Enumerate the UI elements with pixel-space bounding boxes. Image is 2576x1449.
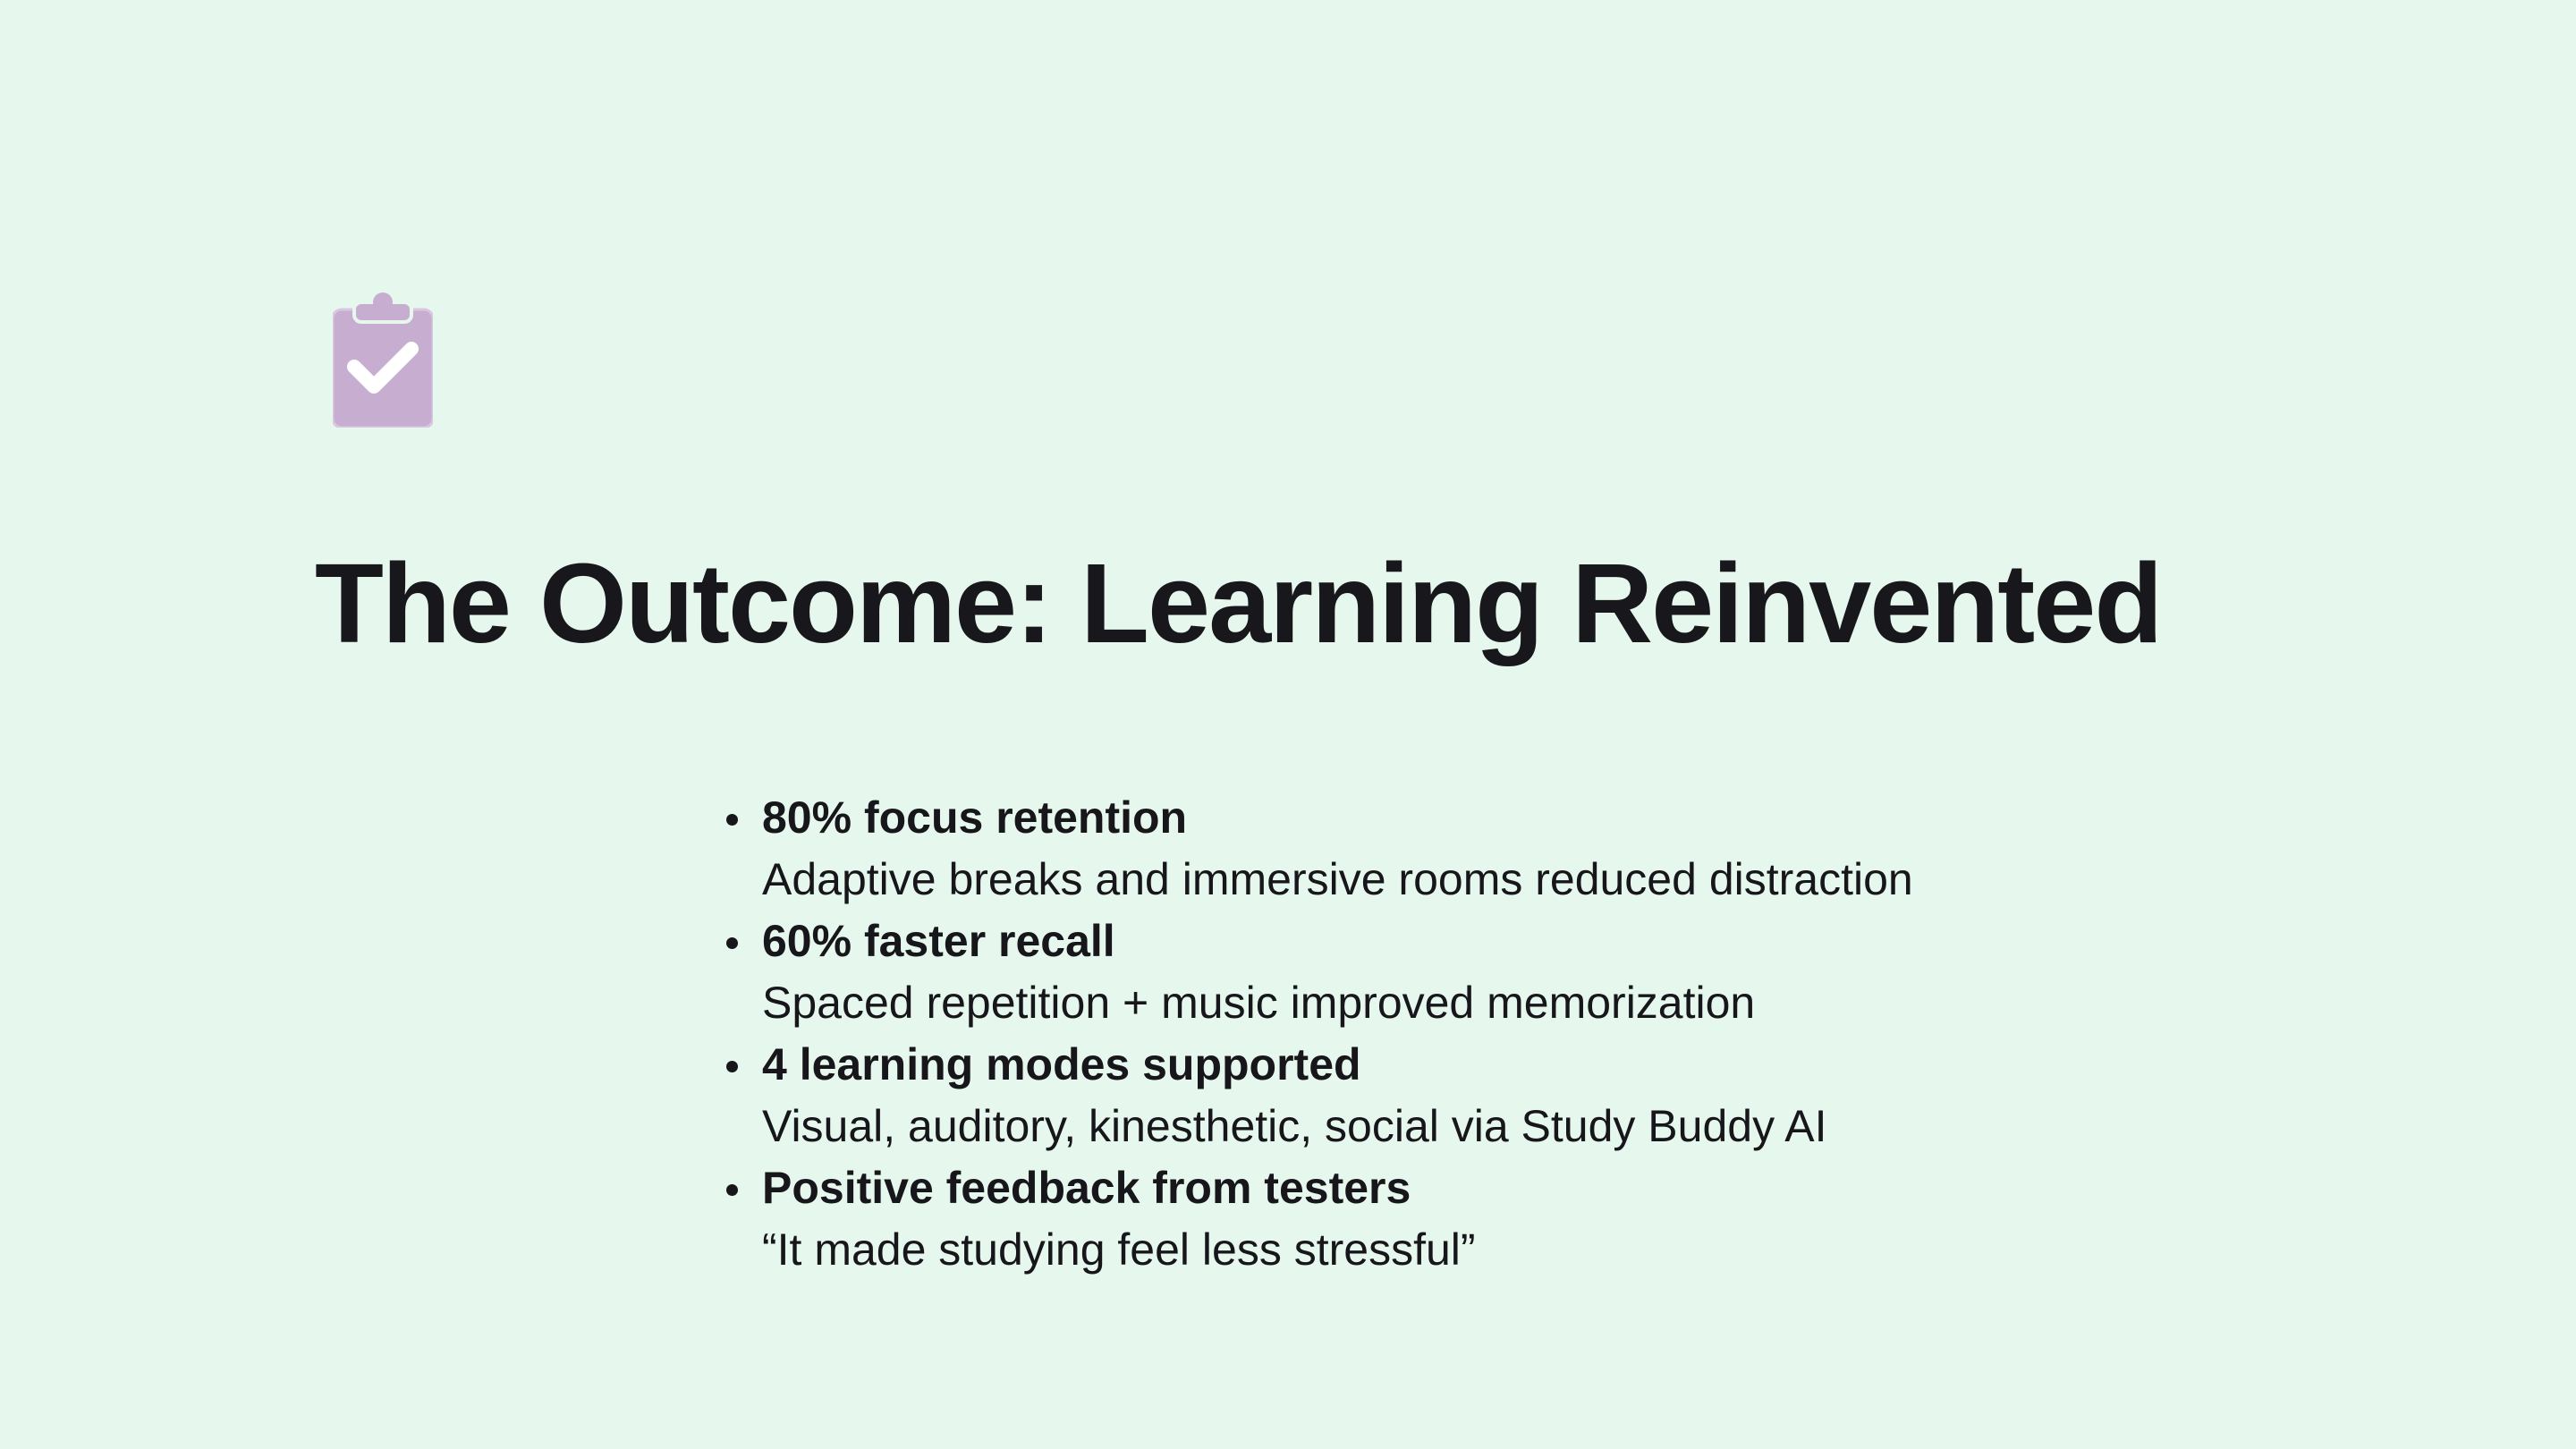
item-title: 80% focus retention	[762, 792, 1188, 843]
item-title: 4 learning modes supported	[762, 1039, 1361, 1089]
list-item	[716, 1157, 2236, 1281]
clipboard-check-icon	[333, 292, 433, 428]
item-description: “It made studying feel less stressful”	[762, 1224, 1476, 1275]
item-description: Spaced repetition + music improved memorization	[762, 978, 1756, 1028]
bullet-icon	[726, 814, 738, 826]
slide-title: The Outcome: Learning Reinvented	[315, 540, 2162, 666]
list-item	[716, 787, 2236, 911]
list-item	[716, 1034, 2236, 1157]
item-title: 60% faster recall	[762, 916, 1115, 966]
item-description: Visual, auditory, kinesthetic, social via Study Buddy AI	[762, 1101, 1827, 1151]
bullet-icon	[726, 1184, 738, 1196]
bullet-icon	[726, 1061, 738, 1072]
list-item	[716, 911, 2236, 1034]
bullet-icon	[726, 937, 738, 949]
item-description: Adaptive breaks and immersive rooms reduced distraction	[762, 854, 1913, 904]
outcome-list	[716, 787, 2236, 1281]
item-title: Positive feedback from testers	[762, 1163, 1411, 1213]
